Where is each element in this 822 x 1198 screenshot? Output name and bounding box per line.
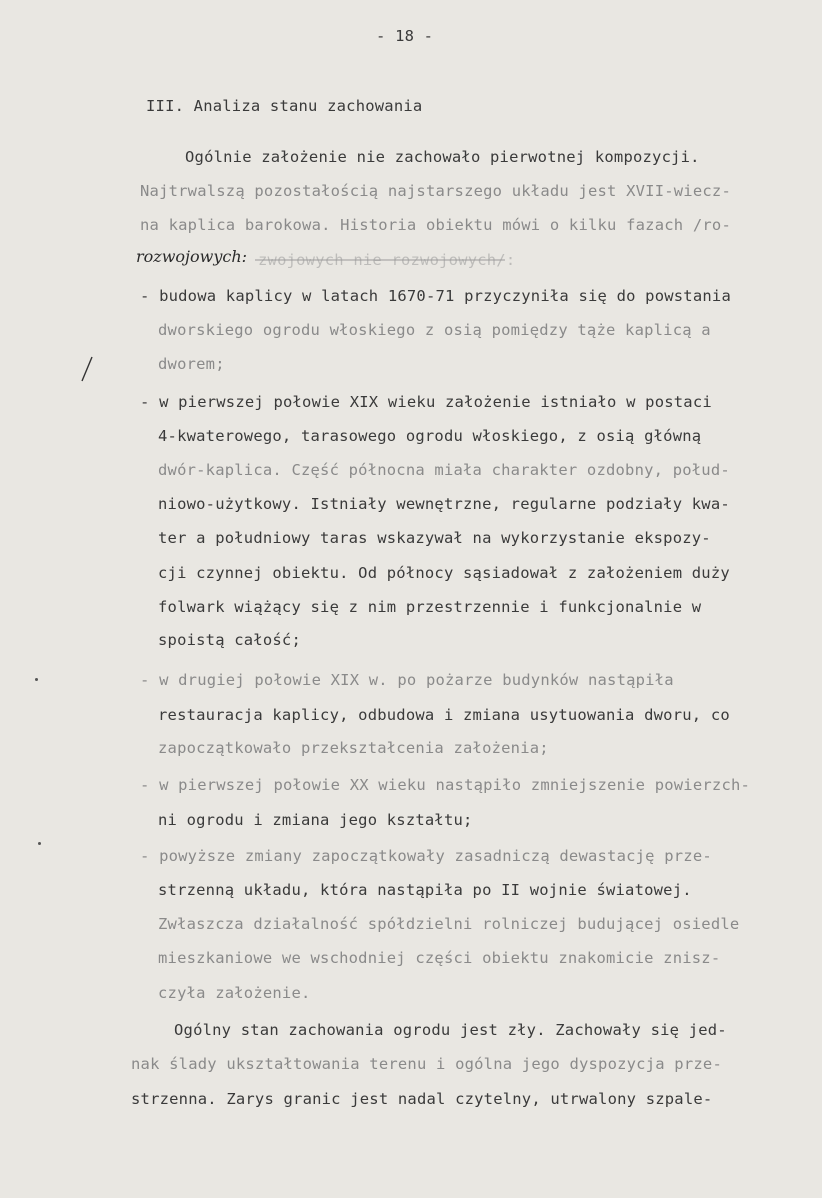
list-item-line: ni ogrodu i zmiana jego kształtu; — [158, 811, 473, 829]
list-item-line: Zwłaszcza działalność spółdzielni rolniczej budującej osiedle — [158, 915, 740, 933]
handwritten-tick-mark — [78, 355, 98, 385]
list-item-line: strzenną układu, która nastąpiła po II wojnie światowej. — [158, 881, 692, 899]
section-heading: III. Analiza stanu zachowania — [146, 97, 423, 115]
body-line: Najtrwalszą pozostałością najstarszego układu jest XVII-wiecz- — [140, 182, 731, 200]
list-item-line: - budowa kaplicy w latach 1670-71 przyczyniła się do powstania — [140, 287, 731, 305]
struck-through-text: zwojowych nie rozwojowych/: — [258, 251, 516, 269]
body-line: Ogólny stan zachowania ogrodu jest zły. Zachowały się jed- — [174, 1021, 727, 1039]
list-item-line: mieszkaniowe we wschodniej części obiektu znakomicie znisz- — [158, 949, 721, 967]
body-line: strzenna. Zarys granic jest nadal czytelny, utrwalony szpale- — [131, 1090, 713, 1108]
list-item-line: czyła założenie. — [158, 984, 311, 1002]
body-line: Ogólnie założenie nie zachowało pierwotnej kompozycji. — [185, 148, 700, 166]
list-item-line: - powyższe zmiany zapoczątkowały zasadniczą dewastację prze- — [140, 847, 712, 865]
list-item-line: dwór-kaplica. Część północna miała charakter ozdobny, połud- — [158, 461, 730, 479]
list-item-line: spoistą całość; — [158, 631, 301, 649]
strike-line — [255, 255, 525, 265]
scan-speck — [38, 842, 41, 845]
list-item-line: 4-kwaterowego, tarasowego ogrodu włoskiego, z osią główną — [158, 427, 702, 445]
list-item-line: folwark wiążący się z nim przestrzennie i funkcjonalnie w — [158, 598, 702, 616]
list-item-line: - w pierwszej połowie XX wieku nastąpiło zmniejszenie powierzch- — [140, 776, 751, 794]
list-item-line: restauracja kaplicy, odbudowa i zmiana usytuowania dworu, co — [158, 706, 730, 724]
list-item-line: niowo-użytkowy. Istniały wewnętrzne, regularne podziały kwa- — [158, 495, 730, 513]
list-item-line: zapoczątkowało przekształcenia założenia; — [158, 739, 549, 757]
list-item-line: - w drugiej połowie XIX w. po pożarze budynków nastąpiła — [140, 671, 674, 689]
body-line: na kaplica barokowa. Historia obiektu mówi o kilku fazach /ro- — [140, 216, 731, 234]
list-item-line: dworskiego ogrodu włoskiego z osią pomiędzy tąże kaplicą a — [158, 321, 711, 339]
page-number: - 18 - — [376, 27, 434, 45]
list-item-line: dworem; — [158, 355, 225, 373]
list-item-line: - w pierwszej połowie XIX wieku założenie istniało w postaci — [140, 393, 712, 411]
handwritten-note: rozwojowych: — [136, 247, 248, 266]
scan-speck — [35, 678, 38, 681]
list-item-line: cji czynnej obiektu. Od północy sąsiadował z założeniem duży — [158, 564, 730, 582]
list-item-line: ter a południowy taras wskazywał na wykorzystanie ekspozy- — [158, 529, 711, 547]
body-line: nak ślady ukształtowania terenu i ogólna jego dyspozycja prze- — [131, 1055, 722, 1073]
